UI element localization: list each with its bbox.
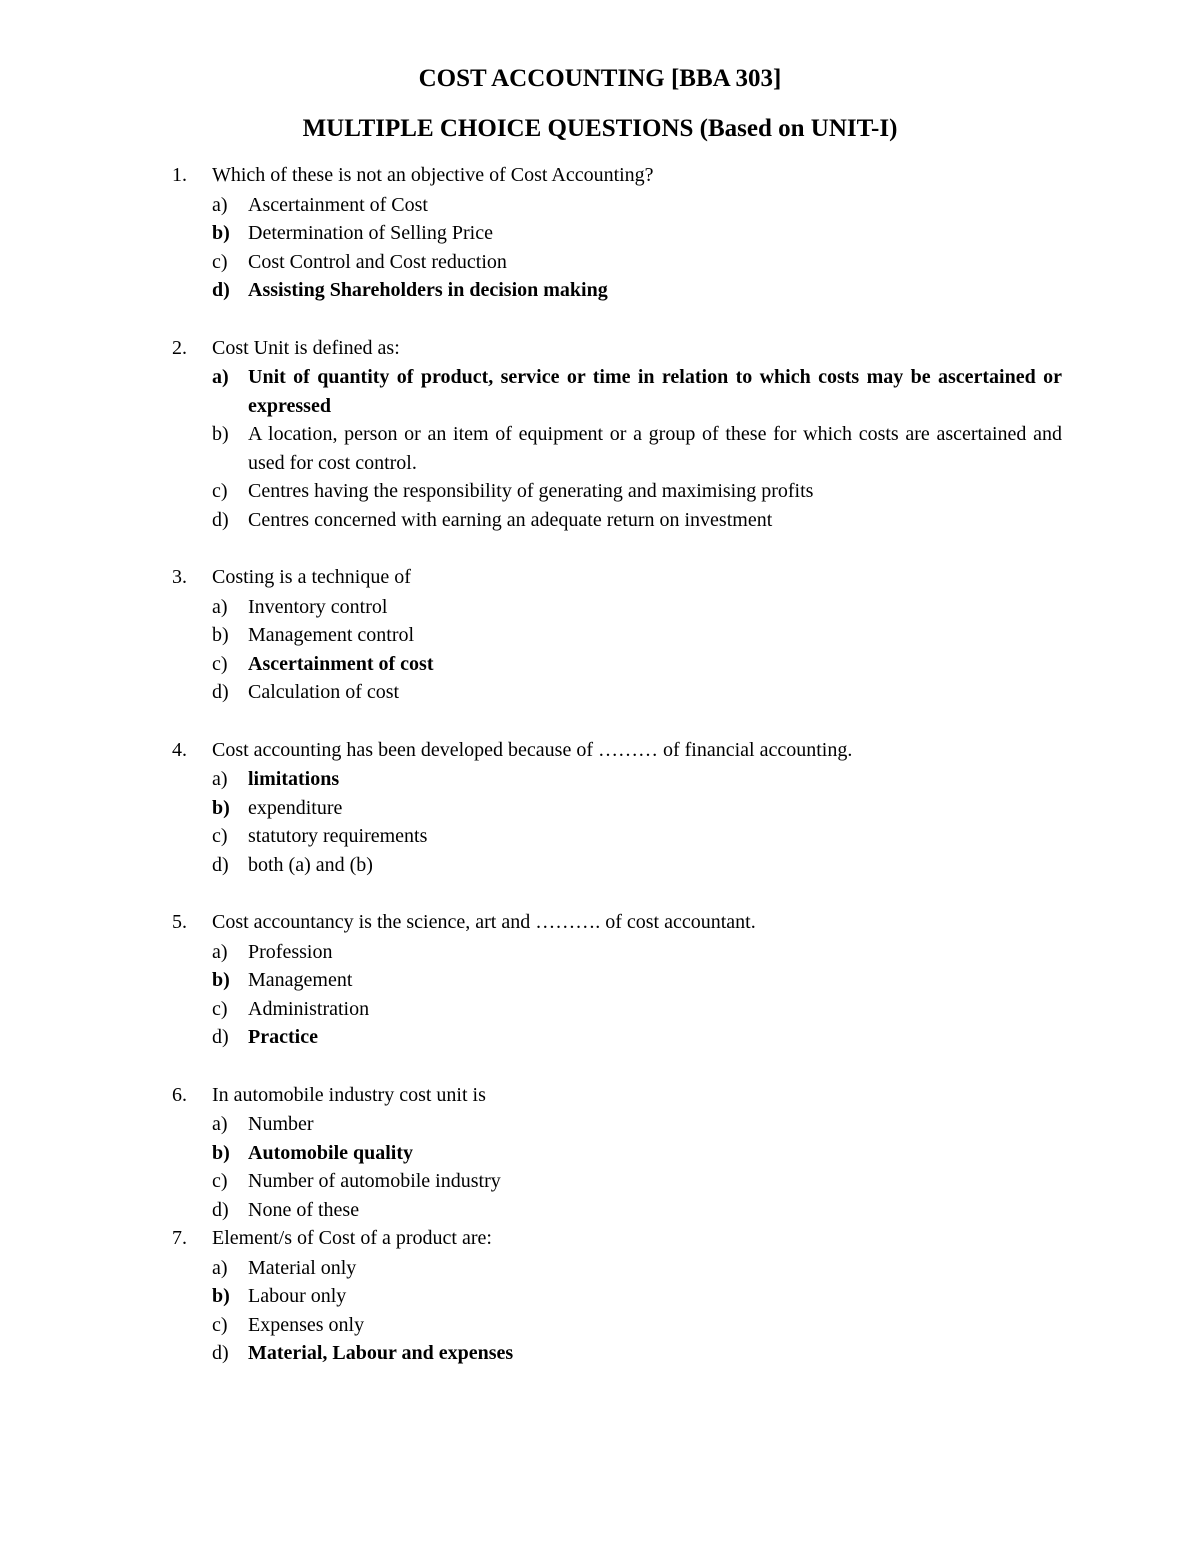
- option-b: [212, 966, 1062, 995]
- option-letter: a): [212, 595, 228, 618]
- option-b: [212, 621, 1062, 650]
- option-text: Administration: [248, 997, 370, 1020]
- option-d: [212, 1196, 1062, 1225]
- option-text: Material only: [248, 1256, 357, 1279]
- question-5: [172, 908, 1062, 1052]
- question-number: 1.: [172, 164, 187, 186]
- option-text: Cost Control and Cost reduction: [248, 250, 507, 273]
- option-text: Management: [248, 969, 353, 991]
- question-text: Costing is a technique of: [212, 566, 411, 588]
- option-letter: b): [212, 222, 230, 244]
- option-text: Management control: [248, 624, 415, 646]
- question-3: [172, 563, 1062, 707]
- option-text: Determination of Selling Price: [248, 222, 493, 244]
- option-text: Material, Labour and expenses: [248, 1342, 514, 1364]
- option-b: [212, 794, 1062, 823]
- question-1: [172, 161, 1062, 305]
- option-letter: c): [212, 480, 228, 502]
- question-number: 3.: [172, 566, 187, 588]
- question-number: 2.: [172, 336, 187, 359]
- option-a-correct: [212, 765, 1062, 794]
- option-text: Labour only: [248, 1285, 347, 1307]
- question-list: [172, 161, 1062, 1368]
- question-text: Which of these is not an objective of Cost Accounting?: [212, 164, 654, 186]
- option-text: Unit of quantity of product, service or time in relation to which costs may be ascertained or expressed: [248, 366, 1062, 417]
- option-d: [212, 851, 1062, 880]
- option-text: both (a) and (b): [248, 853, 373, 876]
- option-c: [212, 248, 1062, 277]
- page-title: COST ACCOUNTING [BBA 303]: [418, 65, 782, 92]
- option-d: [212, 678, 1062, 707]
- option-letter: b): [212, 796, 230, 819]
- option-text: Ascertainment of Cost: [248, 193, 428, 216]
- option-a-correct: [212, 363, 1062, 420]
- option-letter: b): [212, 624, 229, 646]
- option-d-correct: [212, 1339, 1062, 1368]
- question-7: [172, 1224, 1062, 1368]
- question-text: Cost accountancy is the science, art and ………. of cost accountant.: [212, 911, 756, 933]
- option-text: None of these: [248, 1198, 360, 1221]
- option-text: A location, person or an item of equipment or a group of these for which costs are ascertained and used for cost control.: [248, 423, 1062, 474]
- option-text: Practice: [248, 1026, 318, 1048]
- option-letter: a): [212, 366, 229, 388]
- option-letter: c): [212, 250, 228, 273]
- question-text: In automobile industry cost unit is: [212, 1083, 486, 1106]
- page-subtitle: MULTIPLE CHOICE QUESTIONS (Based on UNIT-I): [302, 115, 898, 142]
- option-b: [212, 219, 1062, 248]
- option-letter: d): [212, 1026, 229, 1048]
- option-b: [212, 420, 1062, 477]
- option-c-correct: [212, 650, 1062, 679]
- option-c: [212, 1311, 1062, 1340]
- option-text: Automobile quality: [248, 1141, 414, 1164]
- option-a: [212, 191, 1062, 220]
- question-text: Cost Unit is defined as:: [212, 336, 400, 359]
- question-6: [172, 1081, 1062, 1225]
- option-letter: b): [212, 1141, 230, 1164]
- option-letter: b): [212, 423, 229, 445]
- option-letter: b): [212, 1285, 230, 1307]
- option-a: [212, 938, 1062, 967]
- option-letter: d): [212, 1342, 229, 1364]
- option-d: [212, 506, 1062, 535]
- option-letter: a): [212, 940, 228, 963]
- option-letter: c): [212, 652, 228, 675]
- option-letter: d): [212, 681, 229, 703]
- option-a: [212, 1110, 1062, 1139]
- option-a: [212, 593, 1062, 622]
- option-b: [212, 1282, 1062, 1311]
- option-text: Profession: [248, 940, 333, 963]
- question-4: [172, 736, 1062, 880]
- option-c: [212, 822, 1062, 851]
- option-d-correct: [212, 276, 1062, 305]
- option-letter: a): [212, 1256, 228, 1279]
- option-text: limitations: [248, 768, 340, 790]
- question-number: 4.: [172, 738, 187, 761]
- option-a: [212, 1254, 1062, 1283]
- option-text: Calculation of cost: [248, 681, 400, 703]
- option-text: Centres having the responsibility of generating and maximising profits: [248, 480, 814, 502]
- option-letter: c): [212, 1313, 228, 1336]
- question-number: 5.: [172, 911, 187, 933]
- option-text: expenditure: [248, 796, 343, 819]
- option-letter: c): [212, 997, 228, 1020]
- option-letter: d): [212, 1198, 229, 1221]
- option-text: Inventory control: [248, 595, 388, 618]
- option-letter: d): [212, 853, 229, 876]
- option-letter: c): [212, 1170, 228, 1192]
- option-letter: d): [212, 279, 230, 301]
- option-text: Number: [248, 1113, 314, 1135]
- option-c: [212, 477, 1062, 506]
- option-b-correct: [212, 1139, 1062, 1168]
- option-text: Ascertainment of cost: [248, 652, 434, 675]
- question-number: 7.: [172, 1227, 187, 1249]
- question-text: Cost accounting has been developed because of ……… of financial accounting.: [212, 738, 853, 761]
- option-letter: a): [212, 1113, 228, 1135]
- option-text: statutory requirements: [248, 825, 428, 847]
- option-letter: d): [212, 508, 229, 531]
- question-2: [172, 334, 1062, 535]
- option-letter: a): [212, 193, 228, 216]
- option-c: [212, 1167, 1062, 1196]
- question-number: 6.: [172, 1083, 187, 1106]
- option-letter: c): [212, 825, 228, 847]
- option-d-correct: [212, 1023, 1062, 1052]
- option-text: Expenses only: [248, 1313, 365, 1336]
- option-text: Number of automobile industry: [248, 1170, 501, 1192]
- option-letter: a): [212, 768, 228, 790]
- option-c: [212, 995, 1062, 1024]
- question-text: Element/s of Cost of a product are:: [212, 1227, 492, 1249]
- option-text: Centres concerned with earning an adequate return on investment: [248, 508, 773, 531]
- option-text: Assisting Shareholders in decision making: [248, 279, 608, 301]
- option-letter: b): [212, 969, 230, 991]
